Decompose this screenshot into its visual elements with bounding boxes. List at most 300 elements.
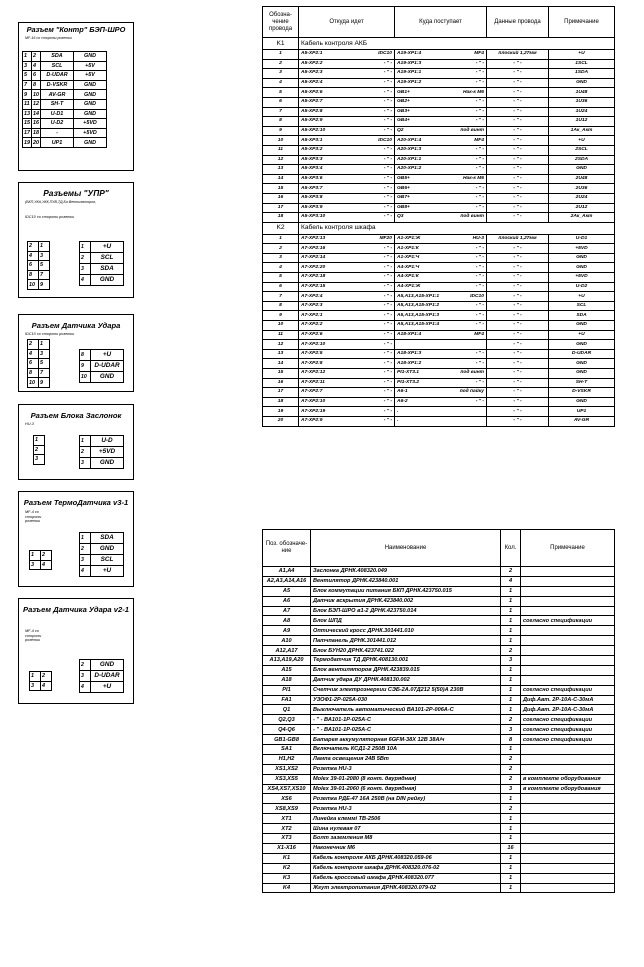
pin-grid — [27, 339, 50, 388]
pin-row — [23, 71, 107, 81]
pin-number: 8 — [28, 368, 39, 378]
position-designator: FA1 — [263, 695, 311, 705]
pin-number: 2 — [80, 253, 91, 264]
to-connector-type: под пайку — [459, 389, 484, 395]
wire-row — [263, 321, 615, 331]
wire-from — [299, 88, 395, 98]
pin-signal: SCL — [91, 555, 124, 566]
wire-number: 6 — [263, 282, 299, 292]
to-pin: A18-XP1:3 — [397, 351, 422, 357]
wire-from — [299, 321, 395, 331]
wire-signal: 2U12 — [549, 203, 615, 213]
spec-row — [263, 745, 615, 755]
from-connector-type: - " - — [383, 312, 392, 318]
item-name: Шина нулевая 07 — [311, 824, 501, 834]
wire-signal: GND — [549, 397, 615, 407]
item-name: Включатель КСД1-2 250В 10А — [311, 745, 501, 755]
wire-number: 17 — [263, 388, 299, 398]
pin-grid-row — [28, 349, 50, 359]
to-connector-type: - " - — [475, 379, 484, 385]
wire-from — [299, 273, 395, 283]
item-qty: 1 — [501, 745, 521, 755]
pin-number: 3 — [80, 264, 91, 275]
spec-row — [263, 715, 615, 725]
pin-number: 2 — [80, 544, 91, 555]
wire-signal: GND — [549, 253, 615, 263]
pin-signal: GND — [74, 138, 107, 148]
wire-data: - " - — [487, 253, 549, 263]
wire-signal: +U — [549, 292, 615, 302]
item-name: Патчпанель ДРНК.301441.012 — [311, 636, 501, 646]
wire-signal: D-UDAR — [549, 349, 615, 359]
pin-signal-row — [80, 436, 124, 447]
item-name: - " - ВА101-1Р-025А-С — [311, 715, 501, 725]
item-qty: 1 — [501, 863, 521, 873]
pin-number: 2 — [80, 660, 91, 671]
to-connector-type: - " - — [475, 264, 484, 270]
wire-from — [299, 107, 395, 117]
from-connector-type: - " - — [383, 185, 392, 191]
wire-to — [395, 292, 487, 302]
to-pin: A19-XP1:3 — [397, 60, 422, 66]
pin-grid-row — [30, 560, 52, 570]
pin-number: 10 — [80, 372, 91, 383]
from-pin: A5-XP2:2 — [301, 60, 323, 66]
pin-signal-row — [80, 566, 124, 577]
from-pin: A7-XP2:14 — [301, 255, 326, 261]
item-note — [521, 764, 615, 774]
from-connector-type: - " - — [383, 293, 392, 299]
wire-from — [299, 244, 395, 254]
from-pin: A7-XP2:7 — [301, 389, 323, 395]
wire-row — [263, 263, 615, 273]
wire-from — [299, 97, 395, 107]
from-connector-type: - " - — [383, 214, 392, 220]
from-connector-type: - " - — [383, 118, 392, 124]
wire-signal: 1SCL — [549, 59, 615, 69]
wire-row — [263, 50, 615, 60]
connector-title: Разъем Датчика Удара v2-1 — [23, 605, 129, 614]
to-pin: GB5+ — [397, 176, 410, 182]
wire-number: 18 — [263, 213, 299, 223]
from-connector-type: - " - — [383, 108, 392, 114]
wire-from — [299, 292, 395, 302]
from-connector-type: - " - — [383, 331, 392, 337]
from-connector-type: - " - — [383, 264, 392, 270]
wire-row — [263, 359, 615, 369]
wire-from — [299, 117, 395, 127]
spec-header-row — [263, 530, 615, 567]
item-qty: 3 — [501, 725, 521, 735]
position-designator: SA1 — [263, 745, 311, 755]
item-name: Лампа освещения 24В 5Вт — [311, 754, 501, 764]
spec-row — [263, 705, 615, 715]
position-designator: H1,H2 — [263, 754, 311, 764]
item-note — [521, 567, 615, 577]
wire-row — [263, 397, 615, 407]
to-pin: . — [397, 418, 399, 424]
item-note — [521, 814, 615, 824]
pin-number: 7 — [23, 80, 32, 90]
item-qty: 16 — [501, 843, 521, 853]
pin-signal-row — [80, 275, 124, 286]
pin-number: 1 — [80, 242, 91, 253]
to-pin: PI1-XT3.2 — [397, 379, 420, 385]
wire-from — [299, 388, 395, 398]
to-connector-type: - " - — [475, 156, 484, 162]
wire-data: - " - — [487, 165, 549, 175]
to-pin: A4-XP1:К — [397, 274, 419, 280]
item-name: Заслонка ДРНК.408320.049 — [311, 567, 501, 577]
wire-row — [263, 311, 615, 321]
to-pin: A1-XP1:Ч — [397, 255, 420, 261]
to-connector-type: Нак-к M6 — [463, 89, 484, 95]
wire-row — [263, 126, 615, 136]
position-designator: K2 — [263, 863, 311, 873]
from-pin: A5-XP3:10 — [301, 214, 326, 220]
wire-to — [395, 369, 487, 379]
to-pin: . — [397, 408, 399, 414]
wire-to — [395, 213, 487, 223]
position-designator: A13,A19,A20 — [263, 656, 311, 666]
wire-to — [395, 321, 487, 331]
to-pin: A4-XP1:Ч — [397, 264, 420, 270]
wire-data: - " - — [487, 340, 549, 350]
pin-signal: GND — [74, 52, 107, 62]
wire-number: 5 — [263, 273, 299, 283]
to-pin: GB3+ — [397, 108, 410, 114]
pin-number: 18 — [33, 130, 39, 137]
wire-row — [263, 193, 615, 203]
to-connector-type: - " - — [475, 360, 484, 366]
item-note — [521, 576, 615, 586]
wire-to — [395, 136, 487, 146]
spec-row — [263, 784, 615, 794]
wire-signal: 1U48 — [549, 88, 615, 98]
pin-number: 10 — [28, 280, 39, 290]
to-connector-type: - " - — [475, 108, 484, 114]
item-name: Блок БЭП-ШРО в1-2 ДРНК.423750.014 — [311, 606, 501, 616]
pin-number: 5 — [39, 261, 50, 271]
from-connector-type: IDC10 — [378, 137, 392, 143]
wire-from — [299, 330, 395, 340]
wire-signal: AV-GR — [549, 416, 615, 426]
wire-data: - " - — [487, 59, 549, 69]
to-connector-type: - " - — [475, 204, 484, 210]
item-qty: 1 — [501, 665, 521, 675]
spec-row — [263, 616, 615, 626]
wire-to — [395, 359, 487, 369]
pin-signal-row — [80, 682, 124, 693]
wire-row — [263, 407, 615, 417]
wire-number: 11 — [263, 330, 299, 340]
wire-number: 16 — [263, 193, 299, 203]
item-note — [521, 863, 615, 873]
wire-data: - " - — [487, 301, 549, 311]
wire-to — [395, 388, 487, 398]
wire-row — [263, 349, 615, 359]
wire-to — [395, 50, 487, 60]
from-pin: A7-XP2:9 — [301, 418, 323, 424]
wire-to — [395, 88, 487, 98]
spec-row — [263, 735, 615, 745]
wire-from — [299, 397, 395, 407]
position-designator: XS1,XS2 — [263, 764, 311, 774]
wire-signal: U-D2 — [549, 282, 615, 292]
wire-signal: 2SCL — [549, 145, 615, 155]
pin-grid-row — [30, 672, 52, 682]
pin-signal: +5VD — [91, 447, 124, 458]
pin-number: 3 — [80, 458, 91, 469]
wire-data: - " - — [487, 88, 549, 98]
spec-row — [263, 586, 615, 596]
to-pin: A6-2 — [397, 399, 408, 405]
item-qty: 2 — [501, 804, 521, 814]
wire-data: - " - — [487, 184, 549, 194]
spec-row — [263, 636, 615, 646]
wire-from — [299, 359, 395, 369]
item-name: Розетка HU-3 — [311, 764, 501, 774]
from-pin: A5-XP2:7 — [301, 99, 323, 105]
position-designator: Q1 — [263, 705, 311, 715]
connector-title: Разъем Блока Заслонок — [30, 411, 122, 420]
item-qty: 1 — [501, 596, 521, 606]
pin-number: 4 — [28, 251, 39, 261]
wire-row — [263, 301, 615, 311]
wire-from — [299, 174, 395, 184]
pin-signals — [79, 241, 124, 286]
wire-number: 11 — [263, 145, 299, 155]
wire-to — [395, 193, 487, 203]
wire-signal: GND — [549, 359, 615, 369]
wire-to — [395, 126, 487, 136]
from-pin: A5-XP3:7 — [301, 185, 323, 191]
from-pin: A5-XP2:9 — [301, 118, 323, 124]
pin-signal: D-UDAR — [91, 671, 124, 682]
pin-grid-row — [28, 368, 50, 378]
from-pin: A7-XP2:13 — [301, 235, 326, 241]
wire-signal: GND — [549, 78, 615, 88]
item-note — [521, 873, 615, 883]
wire-signal: UP1 — [549, 407, 615, 417]
from-connector-type: - " - — [383, 255, 392, 261]
wire-number: 17 — [263, 203, 299, 213]
pin-signal: GND — [91, 458, 124, 469]
wire-data: - " - — [487, 263, 549, 273]
position-designator: GB1-GB8 — [263, 735, 311, 745]
pin-number: 1 — [80, 533, 91, 544]
wire-data: - " - — [487, 349, 549, 359]
pin-signal: +5VD — [74, 128, 107, 138]
from-connector-type: - " - — [383, 176, 392, 182]
from-connector-type: - " - — [383, 341, 392, 347]
wire-to — [395, 155, 487, 165]
item-name: Блок ШПД — [311, 616, 501, 626]
wire-row — [263, 213, 615, 223]
item-qty: 1 — [501, 606, 521, 616]
from-pin: A7-XP2:19 — [301, 408, 326, 414]
spec-row — [263, 883, 615, 893]
wire-data: - " - — [487, 282, 549, 292]
item-note — [521, 675, 615, 685]
to-connector-type: - " - — [475, 245, 484, 251]
wire-row — [263, 244, 615, 254]
pin-signal-row — [80, 361, 124, 372]
wire-from — [299, 340, 395, 350]
wiring-header-row — [263, 7, 615, 38]
pin-number: 17 — [24, 130, 30, 137]
to-connector-type: - " - — [475, 147, 484, 153]
pin-signal: AV-GR — [41, 90, 74, 100]
from-pin: A7-XP2:11 — [301, 379, 325, 385]
wiring-table — [262, 6, 615, 427]
pin-signal: GND — [91, 660, 124, 671]
wire-from — [299, 416, 395, 426]
pin-number: 2 — [41, 672, 52, 682]
item-name: Вентилятор ДРНК.423840.001 — [311, 576, 501, 586]
spec-row — [263, 774, 615, 784]
from-pin: A7-XP2:8 — [301, 360, 323, 366]
wire-row — [263, 117, 615, 127]
from-pin: A7-XP2:10 — [301, 341, 326, 347]
to-pin: GB8+ — [397, 204, 410, 210]
pin-signal-row — [80, 447, 124, 458]
spec-row — [263, 665, 615, 675]
wire-signal: GND — [549, 165, 615, 175]
pin-grid-row — [28, 261, 50, 271]
pin-number: 2 — [80, 447, 91, 458]
wire-from — [299, 155, 395, 165]
wire-to — [395, 234, 487, 244]
to-pin: A5,A13,A15-XP1:4 — [397, 322, 440, 328]
wire-row — [263, 97, 615, 107]
wire-row — [263, 165, 615, 175]
from-pin: A5-XP2:8 — [301, 108, 323, 114]
item-note — [521, 794, 615, 804]
pin-grid — [33, 435, 45, 465]
wire-from — [299, 50, 395, 60]
to-connector-type: - " - — [475, 322, 484, 328]
position-designator: XT3 — [263, 834, 311, 844]
item-qty: 1 — [501, 626, 521, 636]
spec-row — [263, 834, 615, 844]
wire-signal: 2U36 — [549, 184, 615, 194]
wire-from — [299, 407, 395, 417]
to-pin: A6-1 — [397, 389, 408, 395]
wire-signal: SH-T — [549, 378, 615, 388]
to-connector-type: MF4 — [474, 137, 484, 143]
item-note — [521, 586, 615, 596]
wire-row — [263, 253, 615, 263]
pin-grid-row — [28, 251, 50, 261]
wire-row — [263, 78, 615, 88]
to-pin: GB7+ — [397, 195, 410, 201]
spec-row — [263, 675, 615, 685]
pin-number: 12 — [33, 101, 39, 108]
wire-signal: 2U24 — [549, 193, 615, 203]
connector-thermo-sensor — [18, 491, 134, 587]
wire-signal: 1U12 — [549, 117, 615, 127]
item-note — [521, 636, 615, 646]
item-qty: 1 — [501, 685, 521, 695]
from-pin: A5-XP2:10 — [301, 128, 326, 134]
wire-data: - " - — [487, 136, 549, 146]
to-pin: Q3 — [397, 214, 404, 220]
item-note — [521, 596, 615, 606]
wire-data: - " - — [487, 117, 549, 127]
from-connector-type: IDC10 — [378, 51, 392, 57]
connector-title: Разъем Датчика Удара — [31, 321, 121, 330]
wire-number: 12 — [263, 340, 299, 350]
wire-number: 4 — [263, 78, 299, 88]
wire-to — [395, 349, 487, 359]
wire-to — [395, 145, 487, 155]
wire-to — [395, 273, 487, 283]
pin-row — [23, 119, 107, 129]
wire-from — [299, 126, 395, 136]
wire-to — [395, 107, 487, 117]
wire-row — [263, 282, 615, 292]
item-note — [521, 824, 615, 834]
cable-section-header — [263, 38, 615, 50]
item-qty: 1 — [501, 853, 521, 863]
item-note — [521, 754, 615, 764]
pin-signals — [79, 349, 124, 383]
wire-from — [299, 136, 395, 146]
wire-signal: SCL — [549, 301, 615, 311]
from-pin: A5-XP3:2 — [301, 147, 323, 153]
pin-number: 10 — [28, 378, 39, 388]
item-note — [521, 656, 615, 666]
wire-to — [395, 244, 487, 254]
from-pin: A7-XP2:3 — [301, 303, 323, 309]
connector-note: IDC10 со стороны розетки — [25, 332, 75, 336]
position-designator: Q2,Q3 — [263, 715, 311, 725]
wire-data: - " - — [487, 107, 549, 117]
item-qty: 2 — [501, 646, 521, 656]
from-connector-type: MF20 — [379, 235, 392, 241]
from-pin: A7-XP2:15 — [301, 283, 326, 289]
spec-row — [263, 754, 615, 764]
wire-number: 9 — [263, 126, 299, 136]
item-name: Датчик удара ДУ ДРНК.408130.002 — [311, 675, 501, 685]
pin-grid-row — [28, 270, 50, 280]
position-designator: A2,A3,A14,A16 — [263, 576, 311, 586]
item-qty: 1 — [501, 834, 521, 844]
pin-number: 1 — [30, 551, 41, 561]
wire-number: 1 — [263, 50, 299, 60]
to-pin: A19-XP1:4 — [397, 51, 422, 57]
from-connector-type: - " - — [383, 418, 392, 424]
position-designator: XT1 — [263, 814, 311, 824]
pin-signal-row — [80, 671, 124, 682]
pin-signal: D-VSKR — [41, 80, 74, 90]
position-designator: XS3,XS5 — [263, 774, 311, 784]
from-connector-type: - " - — [383, 303, 392, 309]
position-designator: PI1 — [263, 685, 311, 695]
pin-signal: U-D2 — [41, 119, 74, 129]
wire-data: - " - — [487, 330, 549, 340]
wire-number: 9 — [263, 311, 299, 321]
from-pin: A7-XP2:1 — [301, 312, 323, 318]
from-connector-type: - " - — [383, 70, 392, 76]
to-connector-type: - " - — [475, 166, 484, 172]
from-connector-type: - " - — [383, 283, 392, 289]
wire-to — [395, 253, 487, 263]
pin-signal: SDA — [41, 52, 74, 62]
pin-row — [23, 138, 107, 148]
spec-row — [263, 656, 615, 666]
